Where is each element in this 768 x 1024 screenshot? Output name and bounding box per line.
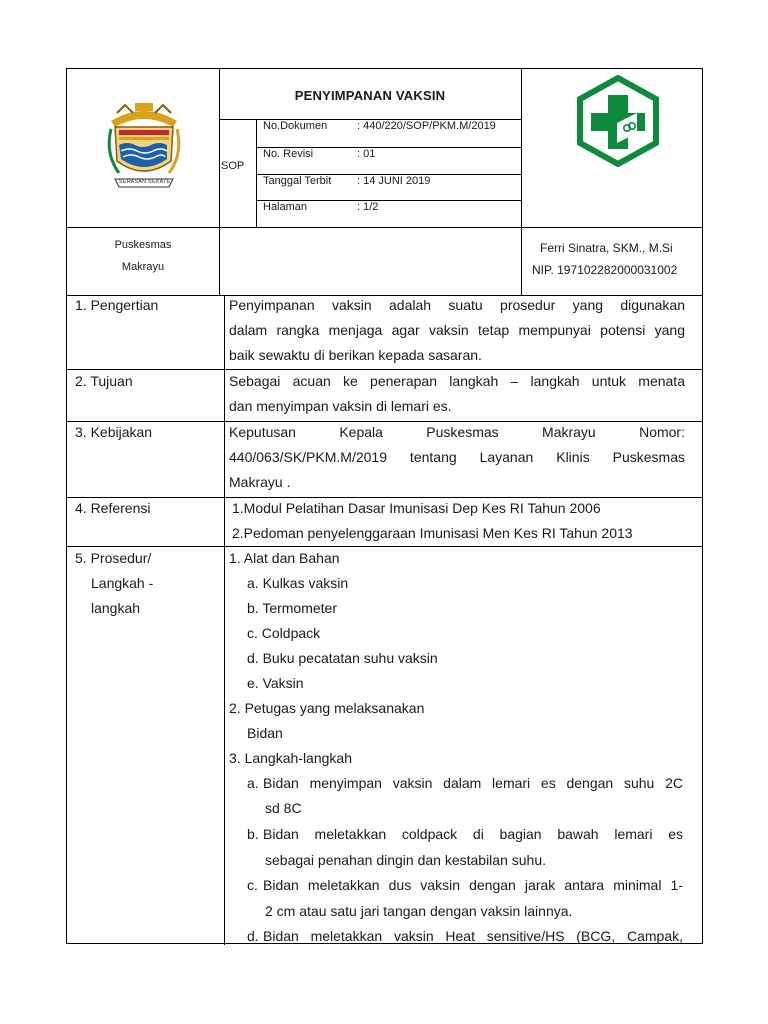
subheading: 3. Langkah-langkah	[229, 750, 352, 766]
subheading: 2. Petugas yang melaksanakan	[229, 700, 425, 716]
body-line: dan menyimpan vaksin di lemari es.	[229, 398, 452, 414]
divider	[67, 227, 702, 228]
step-letter: c.	[247, 877, 258, 893]
emblem-motto: SERASAN SEKATE	[119, 179, 171, 185]
meta-label: Halaman	[263, 201, 308, 213]
meta-value: : 01	[357, 148, 376, 160]
step-line: 2 cm atau satu jari tangan dengan vaksin lainnya.	[265, 903, 573, 919]
body-line: 440/063/SK/PKM.M/2019 tentang Layanan Klinis Puskesmas	[229, 449, 685, 465]
section-label: 2. Tujuan	[75, 373, 133, 389]
meta-label: No.Dokumen	[263, 120, 328, 132]
step-letter: a.	[247, 775, 259, 791]
divider	[67, 546, 702, 547]
meta-value: : 440/220/SOP/PKM.M/2019	[357, 120, 496, 132]
list-item: b. Termometer	[247, 600, 337, 616]
body-line: Sebagai acuan ke penerapan langkah – langkah untuk menata	[229, 373, 685, 389]
divider	[67, 421, 702, 422]
list-item: e. Vaksin	[247, 675, 304, 691]
divider	[67, 497, 702, 498]
reference-item: 1.Modul Pelatihan Dasar Imunisasi Dep Kes RI Tahun 2006	[232, 500, 601, 516]
health-ministry-logo	[575, 75, 661, 167]
section-label: 1. Pengertian	[75, 297, 159, 313]
meta-value: : 14 JUNI 2019	[357, 175, 431, 187]
org-location: Makrayu	[121, 261, 165, 273]
document-title: PENYIMPANAN VAKSIN	[294, 88, 446, 103]
list-item: d. Buku pecatatan suhu vaksin	[247, 650, 438, 666]
list-item: a. Kulkas vaksin	[247, 575, 349, 591]
step-line: sd 8C	[265, 800, 302, 816]
section-label: 3. Kebijakan	[75, 424, 153, 440]
section-label: 5. Prosedur/	[75, 550, 152, 566]
meta-label: Tanggal Terbit	[263, 175, 332, 187]
sop-document	[66, 68, 703, 944]
body-line: Keputusan Kepala Puskesmas Makrayu Nomor:	[229, 424, 685, 440]
sop-label: SOP	[221, 160, 245, 172]
signer-nip: NIP. 197102282000031002	[532, 263, 678, 277]
step-letter: d.	[247, 928, 259, 944]
subheading: 1. Alat dan Bahan	[229, 550, 340, 566]
org-name: Puskesmas	[114, 239, 172, 251]
divider	[521, 69, 522, 295]
body-line: dalam rangka menjaga agar vaksin tetap mempunyai potensi yang	[229, 322, 685, 338]
body-line: Penyimpanan vaksin adalah suatu prosedur yang digunakan	[229, 297, 685, 313]
divider	[67, 369, 702, 370]
list-item: Bidan	[247, 725, 283, 741]
step-line: Bidan meletakkan vaksin Heat sensitive/HS (BCG, Campak,	[263, 928, 683, 944]
meta-label: No. Revisi	[263, 148, 314, 160]
step-line: Bidan meletakkan dus vaksin dengan jarak antara minimal 1-	[263, 877, 683, 893]
divider	[256, 119, 257, 227]
divider	[67, 295, 702, 296]
step-letter: b.	[247, 826, 259, 842]
section-label: Langkah -	[91, 575, 154, 591]
signer-name: Ferri Sinatra, SKM., M.Si	[540, 241, 673, 255]
body-line: Makrayu .	[229, 474, 291, 490]
reference-item: 2.Pedoman penyelenggaraan Imunisasi Men Kes RI Tahun 2013	[232, 525, 633, 541]
body-line: baik sewaktu di berikan kepada sasaran.	[229, 347, 482, 363]
list-item: c. Coldpack	[247, 625, 321, 641]
step-line: sebagai penahan dingin dan kestabilan suhu.	[265, 852, 547, 868]
section-label: langkah	[91, 600, 141, 616]
section-label: 4. Referensi	[75, 500, 151, 516]
divider	[224, 295, 225, 945]
step-line: Bidan meletakkan coldpack di bagian bawah lemari es	[263, 826, 683, 842]
meta-value: : 1/2	[357, 201, 379, 213]
step-line: Bidan menyimpan vaksin dalam lemari es dengan suhu 2C	[263, 775, 683, 791]
